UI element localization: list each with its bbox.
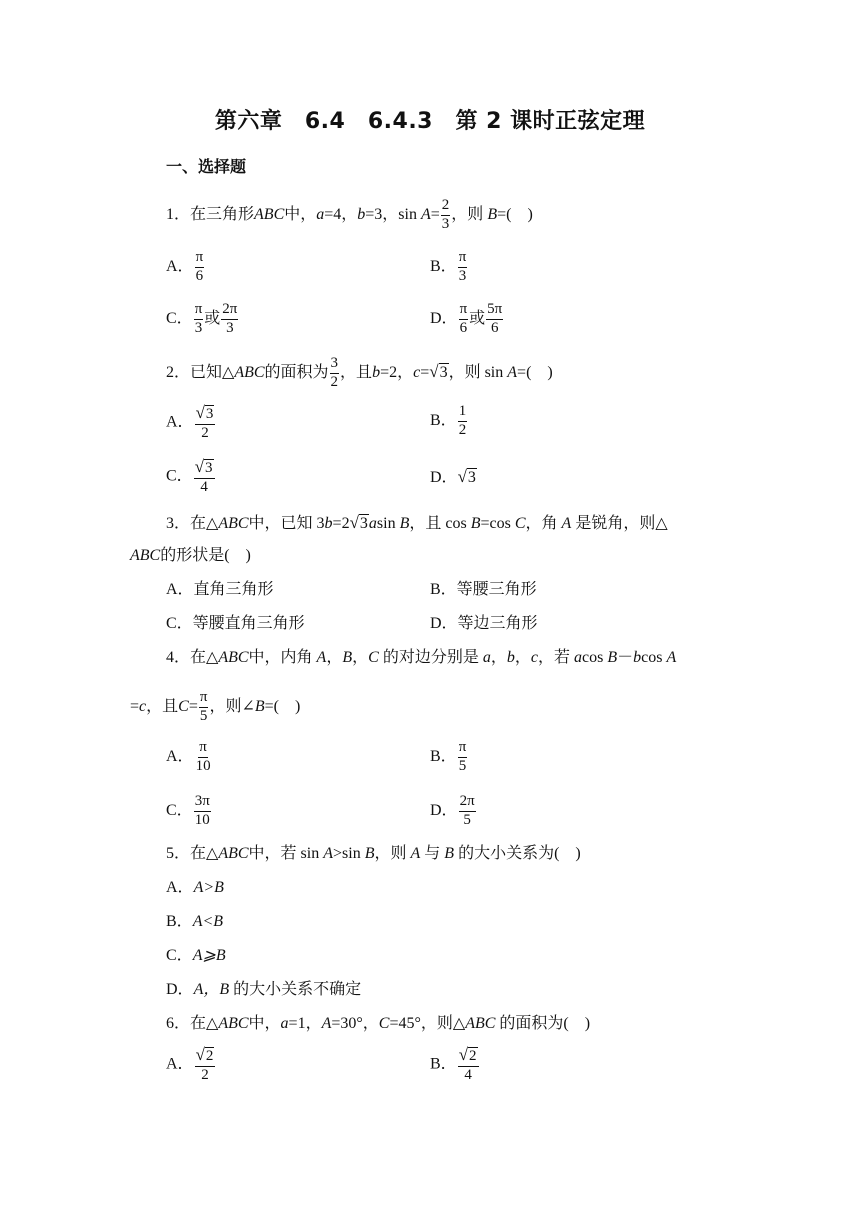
q1-option-c[interactable]: C． $\frac{\pi}{3}$ 或 $\frac{2\pi}{3}$	[166, 301, 238, 336]
q3-option-a[interactable]: A．直角三角形	[166, 581, 274, 598]
question-2: 2．已知△ABC的面积为 $\frac{3}{2}$ ，且b=2，c=√3，则 sin A=( )	[166, 355, 553, 390]
q3-option-c[interactable]: C．等腰直角三角形	[166, 615, 305, 632]
q5-option-c[interactable]: C．A⩾B	[166, 947, 226, 964]
page-title: 第六章 6.4 6.4.3 第 2 课时正弦定理	[214, 109, 646, 134]
q1-option-b[interactable]: B． $\frac{\pi}{3}$	[430, 249, 467, 284]
q4-option-d[interactable]: D． $\frac{2\pi}{5}$	[430, 793, 475, 828]
question-4-line-1: 4．在△ABC中，内角 A，B，C 的对边分别是 a，b，c，若 acos B－bcos A	[166, 649, 677, 666]
section-heading: 一、选择题	[166, 157, 247, 176]
q2-option-d[interactable]: D．√3	[430, 467, 476, 486]
q6-option-b[interactable]: B． $\frac{√2}{4}$	[430, 1045, 477, 1083]
q4-option-a[interactable]: A． $\frac{\pi}{10}$	[166, 739, 211, 774]
fraction: $\frac{2}{3}$	[441, 197, 450, 232]
q3-option-d[interactable]: D．等边三角形	[430, 615, 538, 632]
question-1: 1．在三角形ABC中，a=4，b=3，sin A= $\frac{2}{3}$ ，则 B=( )	[166, 197, 533, 232]
q5-option-a[interactable]: A．A>B	[166, 879, 224, 896]
q4-option-c[interactable]: C． $\frac{3\pi}{10}$	[166, 793, 210, 828]
q4-option-b[interactable]: B． $\frac{\pi}{5}$	[430, 739, 467, 774]
q5-option-b[interactable]: B．A<B	[166, 913, 224, 930]
q2-option-a[interactable]: A． $\frac{√3}{2}$	[166, 403, 214, 441]
question-4-line-2: =c，且C= $\frac{\pi}{5}$ ，则∠B=( )	[130, 689, 301, 724]
q6-option-a[interactable]: A． $\frac{√2}{2}$	[166, 1045, 214, 1083]
q2-option-b[interactable]: B． $\frac{1}{2}$	[430, 403, 467, 438]
question-6: 6．在△ABC中，a=1，A=30°，C=45°，则△ABC 的面积为( )	[166, 1015, 591, 1032]
question-3-line-1: 3．在△ABC中，已知 3b=2√3asin B，且 cos B=cos C，角 A 是锐角，则△	[166, 513, 668, 532]
q5-option-d[interactable]: D．A，B 的大小关系不确定	[166, 981, 362, 998]
q1-option-a[interactable]: A． $\frac{\pi}{6}$	[166, 249, 204, 284]
question-5: 5．在△ABC中，若 sin A>sin B，则 A 与 B 的大小关系为( )	[166, 845, 581, 862]
q2-option-c[interactable]: C． $\frac{√3}{4}$	[166, 457, 213, 495]
question-3-line-2: ABC的形状是( )	[130, 547, 251, 564]
q1-option-d[interactable]: D． $\frac{\pi}{6}$ 或 $\frac{5\pi}{6}$	[430, 301, 503, 336]
q3-option-b[interactable]: B．等腰三角形	[430, 581, 537, 598]
